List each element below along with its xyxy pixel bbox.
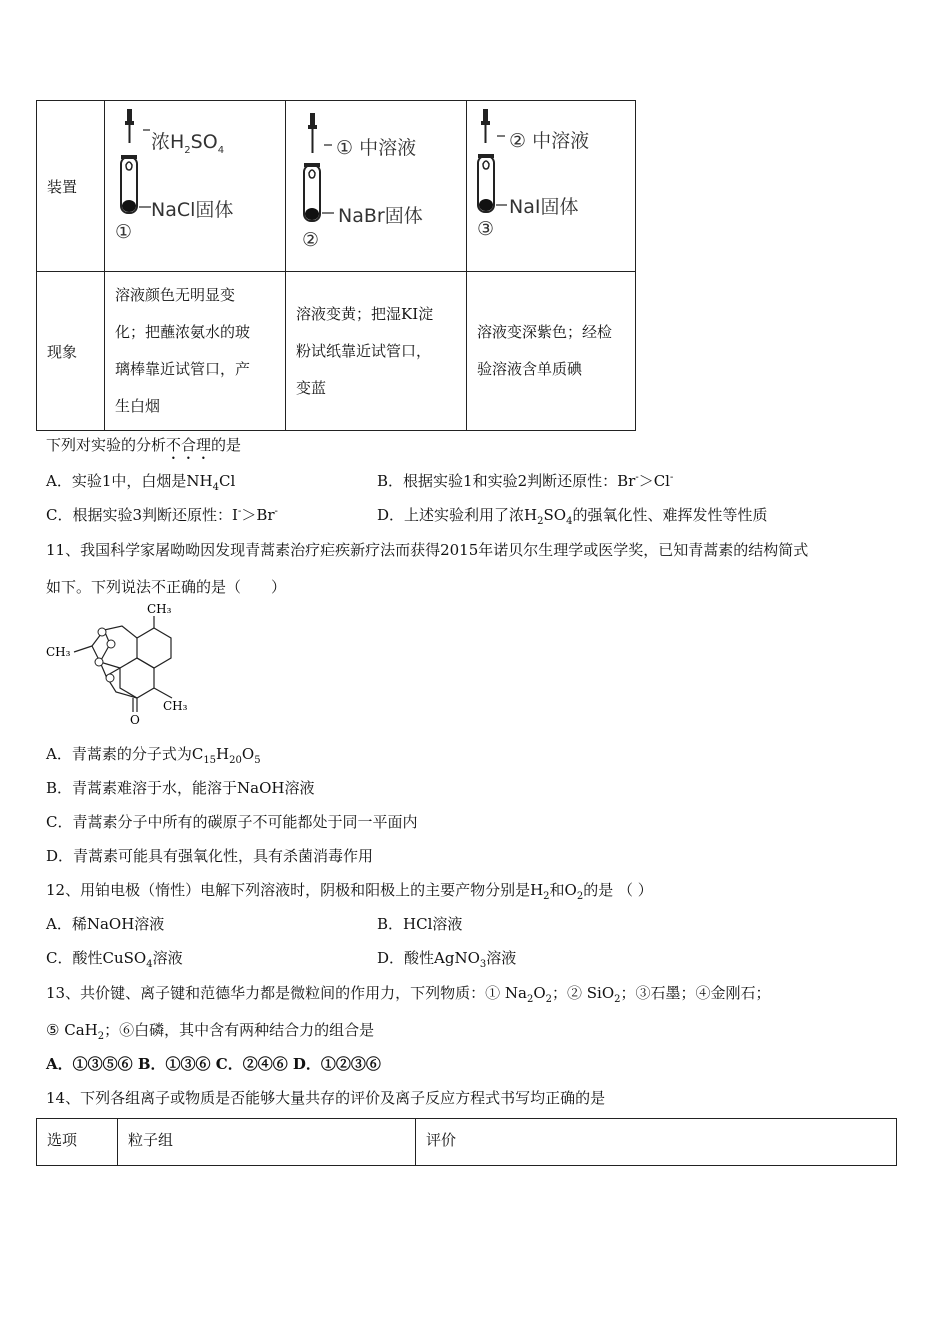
oxygen-atom xyxy=(107,640,115,648)
reagent-bottom-label-3: NaI固体 xyxy=(509,196,579,218)
q12-stem: 12、用铂电极（惰性）电解下列溶液时，阴极和阳极上的主要产物分别是$H_2$和$O_2$的是 （ ） xyxy=(46,881,653,902)
reagent-bottom-label-1: NaCl固体 xyxy=(151,199,234,221)
apparatus-number-2: ② xyxy=(302,229,320,251)
experiment-table xyxy=(36,100,636,431)
q10-option-b: B．根据实验1和实验2判断还原性：Br-＞Cl- xyxy=(377,472,674,490)
q12-option-c: C．酸性CuSO$_4$溶液 xyxy=(46,949,183,970)
q14-header-particles: 粒子组 xyxy=(118,1119,416,1166)
q11-option-b: B．青蒿素难溶于水，能溶于NaOH溶液 xyxy=(46,779,315,797)
q13-options: A．①③⑤⑥ B．①③⑥ C．②④⑥ D．①②③⑥ xyxy=(46,1055,381,1073)
oxygen-atom xyxy=(106,674,114,682)
carbonyl-o-label: O xyxy=(130,713,140,725)
q13-stem-line2: ⑤ CaH$_2$；⑥白磷，其中含有两种结合力的组合是 xyxy=(46,1021,375,1042)
q12-option-d: D．酸性AgNO$_3$溶液 xyxy=(377,949,517,970)
q10-option-d: D．上述实验利用了浓$H_2SO_4$的强氧化性、难挥发性等性质 xyxy=(377,506,768,527)
apparatus-cell-1 xyxy=(105,101,286,272)
q11-option-c: C．青蒿素分子中所有的碳原子不可能都处于同一平面内 xyxy=(46,813,418,831)
oxygen-atom xyxy=(98,628,106,636)
q14-header-evaluation: 评价 xyxy=(416,1119,897,1166)
q10-option-a: A．实验1中，白烟是$NH_4Cl$ xyxy=(46,472,236,493)
q14-stem: 14、下列各组离子或物质是否能够大量共存的评价及离子反应方程式书写均正确的是 xyxy=(46,1089,606,1107)
ch3-right-label: CH₃ xyxy=(163,699,188,713)
phenomenon-cell-1: 溶液颜色无明显变 化；把蘸浓氨水的玻 璃棒靠近试管口，产 生白烟 xyxy=(105,272,286,431)
row-header-phenomena: 现象 xyxy=(37,272,105,431)
phenomenon-cell-3: 溶液变深紫色；经检 验溶液含单质碘 xyxy=(467,272,636,431)
q11-stem-line1: 11、我国科学家屠呦呦因发现青蒿素治疗疟疾新疗法而获得2015年诺贝尔生理学或医学奖，已知青蒿素的结构简式 xyxy=(46,541,809,559)
reagent-top-label-2: ① 中溶液 xyxy=(336,137,417,159)
q12-option-a: A．稀NaOH溶液 xyxy=(46,915,165,933)
q11-stem-line2: 如下。下列说法不正确的是（ ） xyxy=(46,578,287,596)
ch3-top-label: CH₃ xyxy=(147,602,172,616)
q11-option-a: A．青蒿素的分子式为$C_{15}H_{20}O_5$ xyxy=(46,745,261,766)
ch3-left-label: CH₃ xyxy=(46,645,71,659)
q11-option-d: D．青蒿素可能具有强氧化性，具有杀菌消毒作用 xyxy=(46,847,374,865)
q13-stem-line1: 13、共价键、离子键和范德华力都是微粒间的作用力，下列物质：① $Na_2O_2$；② SiO$_2$；③石墨；④金刚石； xyxy=(46,984,771,1005)
apparatus-number-1: ① xyxy=(115,221,133,243)
reagent-top-label-1: 浓$H_2SO_4$ xyxy=(151,131,225,156)
row-header-apparatus: 装置 xyxy=(37,101,105,272)
reagent-top-label-3: ② 中溶液 xyxy=(509,130,590,152)
apparatus-number-3: ③ xyxy=(477,218,495,240)
apparatus-cell-2 xyxy=(286,101,467,272)
reagent-bottom-label-2: NaBr固体 xyxy=(338,205,423,227)
oxygen-atom xyxy=(95,658,103,666)
q14-header-option: 选项 xyxy=(37,1119,118,1166)
q12-option-b: B．HCl溶液 xyxy=(377,915,463,933)
q10-stem: 下列对实验的分析不合理的是 xyxy=(46,436,242,454)
q14-table xyxy=(36,1118,897,1166)
artemisinin-structure xyxy=(44,600,204,725)
apparatus-cell-3 xyxy=(467,101,636,272)
q10-option-c: C．根据实验3判断还原性：I-＞Br- xyxy=(46,506,278,524)
phenomenon-cell-2: 溶液变黄；把湿KI淀 粉试纸靠近试管口， 变蓝 xyxy=(286,272,467,431)
